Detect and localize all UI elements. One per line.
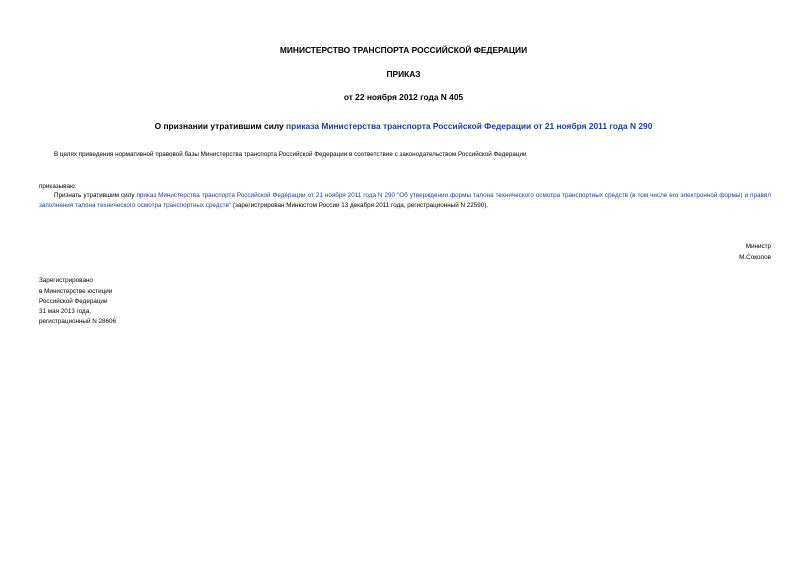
signatory-title: Министр: [745, 243, 771, 250]
paragraph-order-link[interactable]: приказ Министерства транспорта Российской Федерации от 21 ноября 2011 года N 290 "Об утверждении формы талона технического осмотра транспортных средств (в том числе его электронной формы) и правил заполнения талона технического осмотра транспортных средств": [39, 192, 772, 209]
main-paragraph: [39, 191, 771, 210]
paragraph-prefix: Признать утратившим силу: [54, 192, 137, 199]
signatory-name: М.Соколов: [739, 254, 771, 261]
registration-line: 31 мая 2013 года,: [39, 308, 91, 315]
subject-prefix: О признании утратившим силу: [154, 121, 287, 131]
registration-line: Российской Федерации: [39, 298, 108, 305]
ministry-heading: МИНИСТЕРСТВО ТРАНСПОРТА РОССИЙСКОЙ ФЕДЕРАЦИИ: [279, 45, 528, 55]
registration-line: в Министерстве юстиции: [39, 288, 113, 295]
subject-order-link[interactable]: приказа Министерства транспорта Российской Федерации от 21 ноября 2011 года N 290: [286, 121, 653, 131]
preamble-paragraph: В целях приведения нормативной правовой базы Министерства транспорта Российской Федерации в соответствие с законодательством Российской Федерации: [54, 151, 527, 158]
document-date-heading: от 22 ноября 2012 года N 405: [343, 92, 464, 102]
document-subject: [0, 121, 807, 131]
paragraph-suffix: (зарегистрирован Минюстом России 13 декабря 2011 года, регистрационный N 22590).: [231, 201, 489, 209]
document-type-heading: ПРИКАЗ: [386, 69, 421, 79]
order-word: приказываю:: [39, 183, 77, 190]
registration-line: Зарегистрировано: [39, 277, 93, 284]
registration-line: регистрационный N 28606: [39, 318, 117, 325]
